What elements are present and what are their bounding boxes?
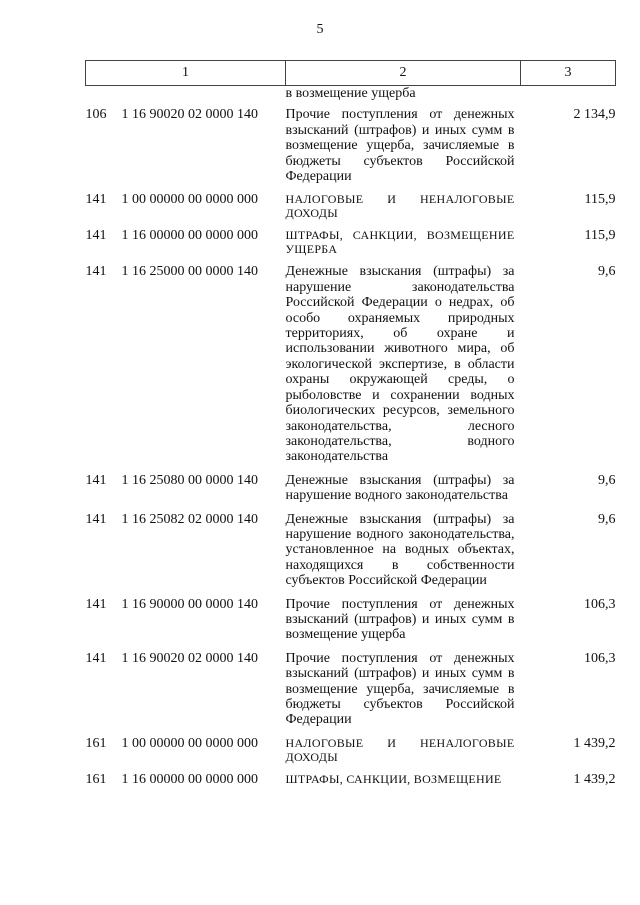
amount-cell: [521, 86, 616, 108]
column-header-1: 1: [86, 61, 286, 86]
amount-cell: 1 439,2: [573, 735, 616, 751]
admin-code: 141: [85, 472, 107, 488]
table-header: [86, 61, 616, 86]
budget-classification-code: 1 16 00000 00 0000 000: [121, 771, 258, 787]
budget-classification-code: 1 00 00000 00 0000 000: [121, 192, 258, 208]
column-header-3: 3: [521, 61, 616, 86]
admin-code: 141: [85, 596, 107, 612]
admin-code: 106: [85, 107, 107, 123]
amount-cell: 1 439,2: [573, 771, 616, 787]
table-row: [86, 107, 616, 192]
table-row: [86, 772, 616, 795]
amount-cell: 2 134,9: [573, 107, 616, 123]
admin-code: 141: [85, 511, 107, 527]
budget-classification-code: 1 16 25082 02 0000 140: [121, 511, 258, 527]
code-cell: [86, 651, 286, 736]
code-cell: [86, 86, 286, 108]
budget-classification-code: [118, 86, 122, 101]
budget-classification-code: 1 16 90000 00 0000 140: [121, 596, 258, 612]
amount-cell: 9,6: [598, 511, 616, 527]
admin-code: 141: [85, 264, 107, 280]
code-cell: [86, 107, 286, 192]
revenue-name-cell: ШТРАФЫ, САНКЦИИ, ВОЗМЕЩЕНИЕ УЩЕРБА: [285, 228, 515, 257]
code-cell: [86, 228, 286, 264]
table-row: [86, 736, 616, 772]
revenue-name-cell: Прочие поступления от денежных взысканий (штрафов) и иных сумм в возмещение ущерба, зачисляемые в бюджеты субъектов Российской Федерации: [285, 107, 515, 185]
budget-classification-code: 1 00 00000 00 0000 000: [121, 735, 258, 751]
table-row: [86, 192, 616, 228]
column-header-2: 2: [286, 61, 521, 86]
table-row: [86, 512, 616, 597]
admin-code: 141: [85, 650, 107, 666]
amount-cell: 106,3: [584, 650, 616, 666]
admin-code: 161: [85, 735, 107, 751]
admin-code: 161: [85, 771, 107, 787]
code-cell: [86, 772, 286, 795]
amount-cell: 115,9: [584, 228, 616, 244]
table-body: [86, 86, 616, 796]
budget-table: [85, 60, 616, 795]
amount-cell: 115,9: [584, 192, 616, 208]
code-cell: [86, 736, 286, 772]
amount-cell: 9,6: [598, 472, 616, 488]
table-row: [86, 228, 616, 264]
admin-code: 141: [85, 192, 107, 208]
revenue-name-cell: ШТРАФЫ, САНКЦИИ, ВОЗМЕЩЕНИЕ: [285, 771, 502, 786]
revenue-name-cell: Денежные взыскания (штрафы) за нарушение водного законодательства, установленное на водных объектах, находящихся в собственности субъектов Российской Федерации: [285, 511, 515, 589]
revenue-name-cell: Прочие поступления от денежных взысканий (штрафов) и иных сумм в возмещение ущерба, зачисляемые в бюджеты субъектов Российской Федерации: [285, 650, 515, 728]
table-row: [86, 473, 616, 512]
table-row: [86, 651, 616, 736]
code-cell: [86, 597, 286, 651]
revenue-name-cell: Прочие поступления от денежных взысканий (штрафов) и иных сумм в возмещение ущерба: [285, 596, 515, 643]
budget-classification-code: 1 16 90020 02 0000 140: [121, 107, 258, 123]
admin-code: 141: [85, 228, 107, 244]
revenue-name-cell: в возмещение ущерба: [285, 86, 416, 101]
revenue-name-cell: Денежные взыскания (штрафы) за нарушение законодательства Российской Федерации о недрах, об особо охраняемых природных территориях, об охране и использовании животного мира, об экологической экспертизе, в области охраны окружающей среды, о рыболовстве и сохранении водных биологических ресурсов, земельного законодательства, лесного законодательства, водного законодательства: [285, 264, 515, 465]
revenue-name-cell: НАЛОГОВЫЕ И НЕНАЛОГОВЫЕ ДОХОДЫ: [285, 735, 515, 764]
revenue-name-cell: Денежные взыскания (штрафы) за нарушение водного законодательства: [285, 472, 515, 504]
table-row: [86, 264, 616, 472]
budget-classification-code: 1 16 00000 00 0000 000: [121, 228, 258, 244]
budget-classification-code: 1 16 90020 02 0000 140: [121, 650, 258, 666]
code-cell: [86, 512, 286, 597]
table-row: [86, 86, 616, 108]
budget-classification-code: 1 16 25000 00 0000 140: [121, 264, 258, 280]
code-cell: [86, 473, 286, 512]
budget-classification-code: 1 16 25080 00 0000 140: [121, 472, 258, 488]
table-row: [86, 597, 616, 651]
code-cell: [86, 192, 286, 228]
amount-cell: 9,6: [598, 264, 616, 280]
page-number: 5: [316, 22, 324, 37]
amount-cell: 106,3: [584, 596, 616, 612]
revenue-name-cell: НАЛОГОВЫЕ И НЕНАЛОГОВЫЕ ДОХОДЫ: [285, 192, 515, 221]
code-cell: [86, 264, 286, 472]
